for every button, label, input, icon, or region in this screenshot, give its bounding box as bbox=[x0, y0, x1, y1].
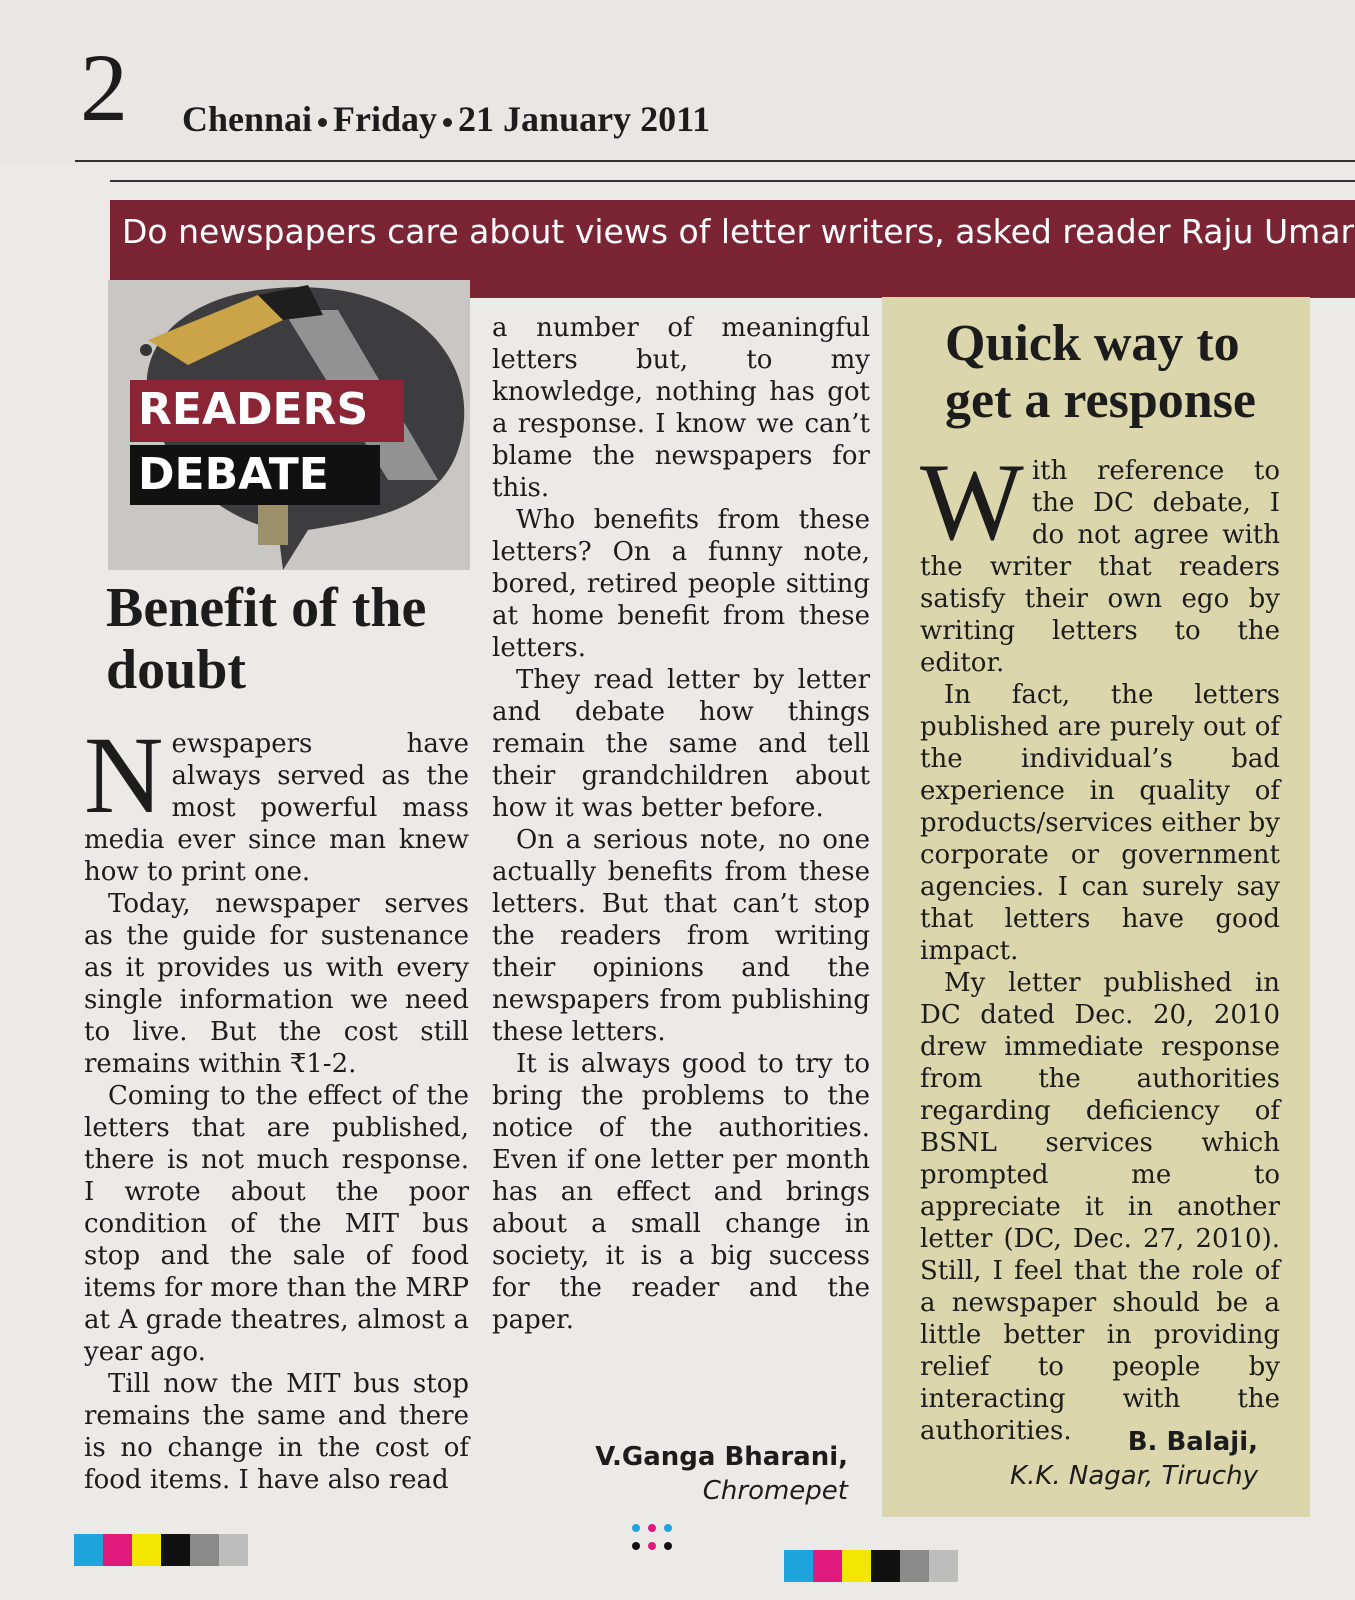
registration-swatch bbox=[784, 1550, 813, 1582]
article1-paragraph: On a serious note, no one actually benefits from these letters. But that can’t stop the readers from writing their opinions and the newspapers from publishing these letters. bbox=[492, 825, 870, 1047]
registration-swatch bbox=[900, 1550, 929, 1582]
article1-headline: Benefit of the doubt bbox=[106, 577, 427, 701]
author-name: V.Ganga Bharani, bbox=[595, 1442, 848, 1472]
dateline-city: Chennai bbox=[182, 99, 313, 139]
registration-swatch bbox=[871, 1550, 900, 1582]
page-header-area bbox=[0, 0, 1355, 165]
bullet-dot-icon bbox=[443, 118, 452, 127]
dateline-date: 21 January 2011 bbox=[458, 99, 711, 139]
article1-paragraph: a number of meaningful letters but, to my knowledge, nothing has got a response. I know we can’t blame the newspapers for this. bbox=[492, 313, 870, 503]
article1-paragraph: It is always good to try to bring the problems to the notice of the authorities. Even if one letter per month has an effect and brings about a small change in society, it is a big success for the reader and the paper. bbox=[492, 1049, 870, 1335]
registration-swatch bbox=[813, 1550, 842, 1582]
dateline-day: Friday bbox=[333, 99, 438, 139]
author-location: Chromepet bbox=[702, 1476, 848, 1506]
readers-debate-logo bbox=[108, 280, 470, 570]
registration-swatch bbox=[161, 1534, 190, 1566]
article1-byline bbox=[560, 1440, 848, 1508]
dropcap: W bbox=[920, 441, 1024, 563]
banner-text: Do newspapers care about views of letter writers, asked reader Raju Umar bbox=[122, 212, 1355, 251]
bullet-dot-icon bbox=[318, 118, 327, 127]
article1-column1 bbox=[84, 714, 470, 1518]
registration-dots-icon bbox=[628, 1520, 678, 1560]
registration-swatch bbox=[929, 1550, 958, 1582]
paragraph-text: ewspapers have always served as the most powerful mass media ever since man knew how to print one. bbox=[84, 729, 469, 887]
logo-debate-label: DEBATE bbox=[130, 445, 380, 505]
article1-paragraph: Till now the MIT bus stop remains the same and there is no change in the cost of food items. I have also read bbox=[84, 1369, 469, 1495]
section-rule bbox=[110, 180, 1355, 182]
registration-swatch bbox=[842, 1550, 871, 1582]
article1-paragraph: They read letter by letter and debate how things remain the same and tell their grandchildren about how it was better before. bbox=[492, 665, 870, 823]
dropcap: N bbox=[84, 714, 164, 836]
logo-readers-label: READERS bbox=[130, 380, 404, 442]
dateline bbox=[182, 98, 710, 140]
article1-paragraph: Today, newspaper serves as the guide for sustenance as it provides us with every single information we need to live. But the cost still remains within ₹1-2. bbox=[84, 889, 469, 1079]
registration-swatch bbox=[74, 1534, 103, 1566]
registration-swatch bbox=[190, 1534, 219, 1566]
article2-headline: Quick way to get a response bbox=[945, 315, 1257, 430]
header-rule bbox=[75, 160, 1355, 162]
author-name: B. Balaji, bbox=[1127, 1427, 1258, 1457]
registration-swatch bbox=[219, 1534, 248, 1566]
article2-byline bbox=[960, 1425, 1258, 1493]
article2-paragraph bbox=[920, 441, 1280, 679]
registration-swatch bbox=[103, 1534, 132, 1566]
article2-paragraph: My letter published in DC dated Dec. 20, 2010 drew immediate response from the authorities regarding deficiency of BSNL services which prompted me to appreciate it in another letter (DC, Dec. 27, 2010). Still, I feel that the role of a newspaper should be a little better in providing relief to people by interacting with the authorities. bbox=[920, 968, 1280, 1446]
article1-paragraph: Coming to the effect of the letters that are published, there is not much response. I wrote about the poor condition of the MIT bus stop and the sale of food items for more than the MRP at A grade theatres, almost a year ago. bbox=[84, 1081, 470, 1367]
registration-swatch bbox=[132, 1534, 161, 1566]
article1-column2 bbox=[492, 312, 870, 1335]
article1-paragraph: Who benefits from these letters? On a funny note, bored, retired people sitting at home benefit from these letters. bbox=[492, 505, 870, 663]
paragraph-text: ith reference to the DC debate, I do not agree with the writer that readers satisfy their own ego by writing letters to the editor. bbox=[920, 456, 1280, 678]
article2-paragraph: In fact, the letters published are purely out of the individual’s bad experience in quality of products/services either by corporate or government agencies. I can surely say that letters have good impact. bbox=[920, 680, 1280, 966]
page-number: 2 bbox=[80, 34, 128, 141]
article1-paragraph bbox=[84, 714, 469, 888]
author-location: K.K. Nagar, Tiruchy bbox=[1010, 1461, 1258, 1491]
